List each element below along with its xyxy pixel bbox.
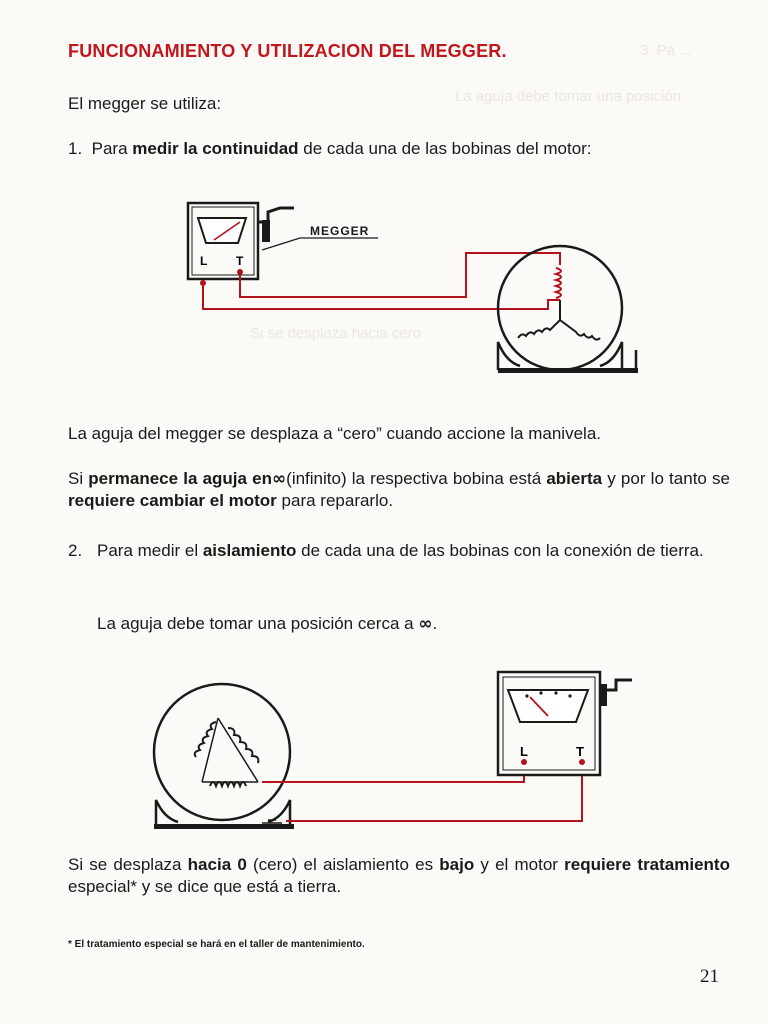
- terminal-l-2: [521, 759, 527, 765]
- page-title: FUNCIONAMIENTO Y UTILIZACION DEL MEGGER.: [68, 41, 507, 61]
- inf-bold-3: requiere cambiar el motor: [68, 491, 277, 510]
- zero-text-2: (cero) el aislamiento es: [252, 855, 434, 874]
- footnote: * El tratamiento especial se hará en el taller de mantenimiento.: [68, 939, 365, 950]
- crank-handle-2: [604, 680, 632, 690]
- zero-bold-1: hacia 0: [187, 855, 247, 874]
- bleed-through: La aguja debe tomar una posición: [455, 88, 681, 105]
- item-2-needle-period: .: [432, 614, 438, 633]
- item-1-post: de cada una de las bobinas del motor:: [303, 139, 592, 158]
- zero-text-3: y el motor: [480, 855, 558, 874]
- motor-housing-2: [154, 684, 290, 820]
- terminal-l-label: L: [200, 254, 208, 268]
- zero-text-4: especial* y se dice que está a tierra.: [68, 877, 342, 896]
- item-1-number: 1.: [68, 139, 83, 158]
- crank-handle: [258, 208, 294, 222]
- intro-text: El megger se utiliza:: [68, 94, 222, 113]
- meter-dial-2: [508, 690, 588, 722]
- zero-paragraph: [68, 854, 730, 898]
- inf-text-2: (infinito) la respectiva bobina está: [286, 469, 542, 488]
- megger-label: MEGGER: [310, 224, 370, 238]
- terminal-t-2: [579, 759, 585, 765]
- bleed-through: Si se desplaza hacia cero: [250, 325, 421, 342]
- wire-l-2: [262, 762, 524, 782]
- zero-text-1: Si se desplaza: [68, 855, 182, 874]
- item-2-post: de cada una de las bobinas con la conexión de tierra.: [301, 541, 704, 560]
- terminal-l-label-2: L: [520, 744, 528, 759]
- coil-energized: [556, 268, 561, 298]
- infinity-icon: ∞: [418, 614, 433, 634]
- inf-text-1: Si: [68, 469, 84, 488]
- item-2-needle-text: La aguja debe tomar una posición cerca a: [97, 614, 414, 633]
- infinity-icon: ∞: [271, 469, 287, 489]
- terminal-t-label: T: [236, 254, 244, 268]
- coils: [518, 320, 600, 340]
- page-number: 21: [700, 966, 719, 987]
- zero-bold-2: bajo: [439, 855, 475, 874]
- item-2-bold: aislamiento: [202, 541, 297, 560]
- inf-text-4: para repararlo.: [281, 491, 394, 510]
- item-1-bold: medir la continuidad: [132, 139, 299, 158]
- megger-box-2: [498, 672, 600, 775]
- item-2-needle: [97, 613, 437, 635]
- motor-base: [498, 368, 638, 373]
- bleed-through: 3. Pa ...: [640, 42, 692, 59]
- inf-bold-2: abierta: [546, 469, 603, 488]
- needle-paragraph: La aguja del megger se desplaza a “cero” cuando accione la manivela.: [68, 424, 601, 443]
- inf-text-3: y por lo tanto se: [607, 469, 730, 488]
- item-2: [97, 540, 730, 562]
- item-1-pre: Para: [91, 139, 128, 158]
- inf-bold-1: permanece la aguja en: [88, 469, 272, 488]
- terminal-t-label-2: T: [576, 744, 584, 759]
- item-2-number: 2.: [68, 541, 83, 560]
- item-2-pre: Para medir el: [97, 541, 199, 560]
- wire-t: [240, 253, 560, 297]
- zero-bold-3: requiere tratamiento: [564, 855, 730, 874]
- meter-dial: [198, 218, 246, 243]
- infinity-paragraph: [68, 468, 730, 512]
